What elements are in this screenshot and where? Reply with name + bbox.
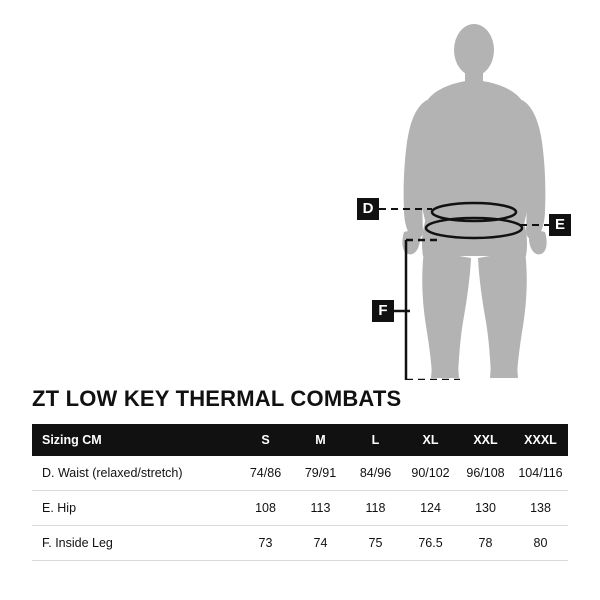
callout-label-e: E	[549, 214, 571, 236]
waist-s: 74/86	[238, 456, 293, 491]
waist-xxl: 96/108	[458, 456, 513, 491]
row-label-inside-leg: F. Inside Leg	[32, 526, 238, 561]
inside-leg-l: 75	[348, 526, 403, 561]
inside-leg-xxl: 78	[458, 526, 513, 561]
inside-leg-m: 74	[293, 526, 348, 561]
hip-s: 108	[238, 491, 293, 526]
waist-xl: 90/102	[403, 456, 458, 491]
callout-label-d: D	[357, 198, 379, 220]
page-title: ZT LOW KEY THERMAL COMBATS	[32, 386, 402, 411]
hip-xxl: 130	[458, 491, 513, 526]
waist-xxxl: 104/116	[513, 456, 568, 491]
table-row	[32, 526, 568, 561]
inside-leg-xxxl: 80	[513, 526, 568, 561]
size-table-body	[32, 456, 568, 561]
size-table-wrapper	[32, 424, 568, 561]
table-header-row	[32, 424, 568, 456]
column-header-l: L	[348, 424, 403, 456]
column-header-s: S	[238, 424, 293, 456]
body-silhouette	[402, 24, 546, 378]
column-header-sizing: Sizing CM	[32, 424, 238, 456]
inside-leg-xl: 76.5	[403, 526, 458, 561]
column-header-xxxl: XXXL	[513, 424, 568, 456]
size-table-head	[32, 424, 568, 456]
hip-l: 118	[348, 491, 403, 526]
column-header-xl: XL	[403, 424, 458, 456]
column-header-xxl: XXL	[458, 424, 513, 456]
hip-xxxl: 138	[513, 491, 568, 526]
hip-xl: 124	[403, 491, 458, 526]
inside-leg-s: 73	[238, 526, 293, 561]
table-row	[32, 491, 568, 526]
callout-label-f: F	[372, 300, 394, 322]
waist-m: 79/91	[293, 456, 348, 491]
hip-m: 113	[293, 491, 348, 526]
row-label-hip: E. Hip	[32, 491, 238, 526]
waist-l: 84/96	[348, 456, 403, 491]
column-header-m: M	[293, 424, 348, 456]
row-label-waist: D. Waist (relaxed/stretch)	[32, 456, 238, 491]
table-row	[32, 456, 568, 491]
size-table	[32, 424, 568, 561]
